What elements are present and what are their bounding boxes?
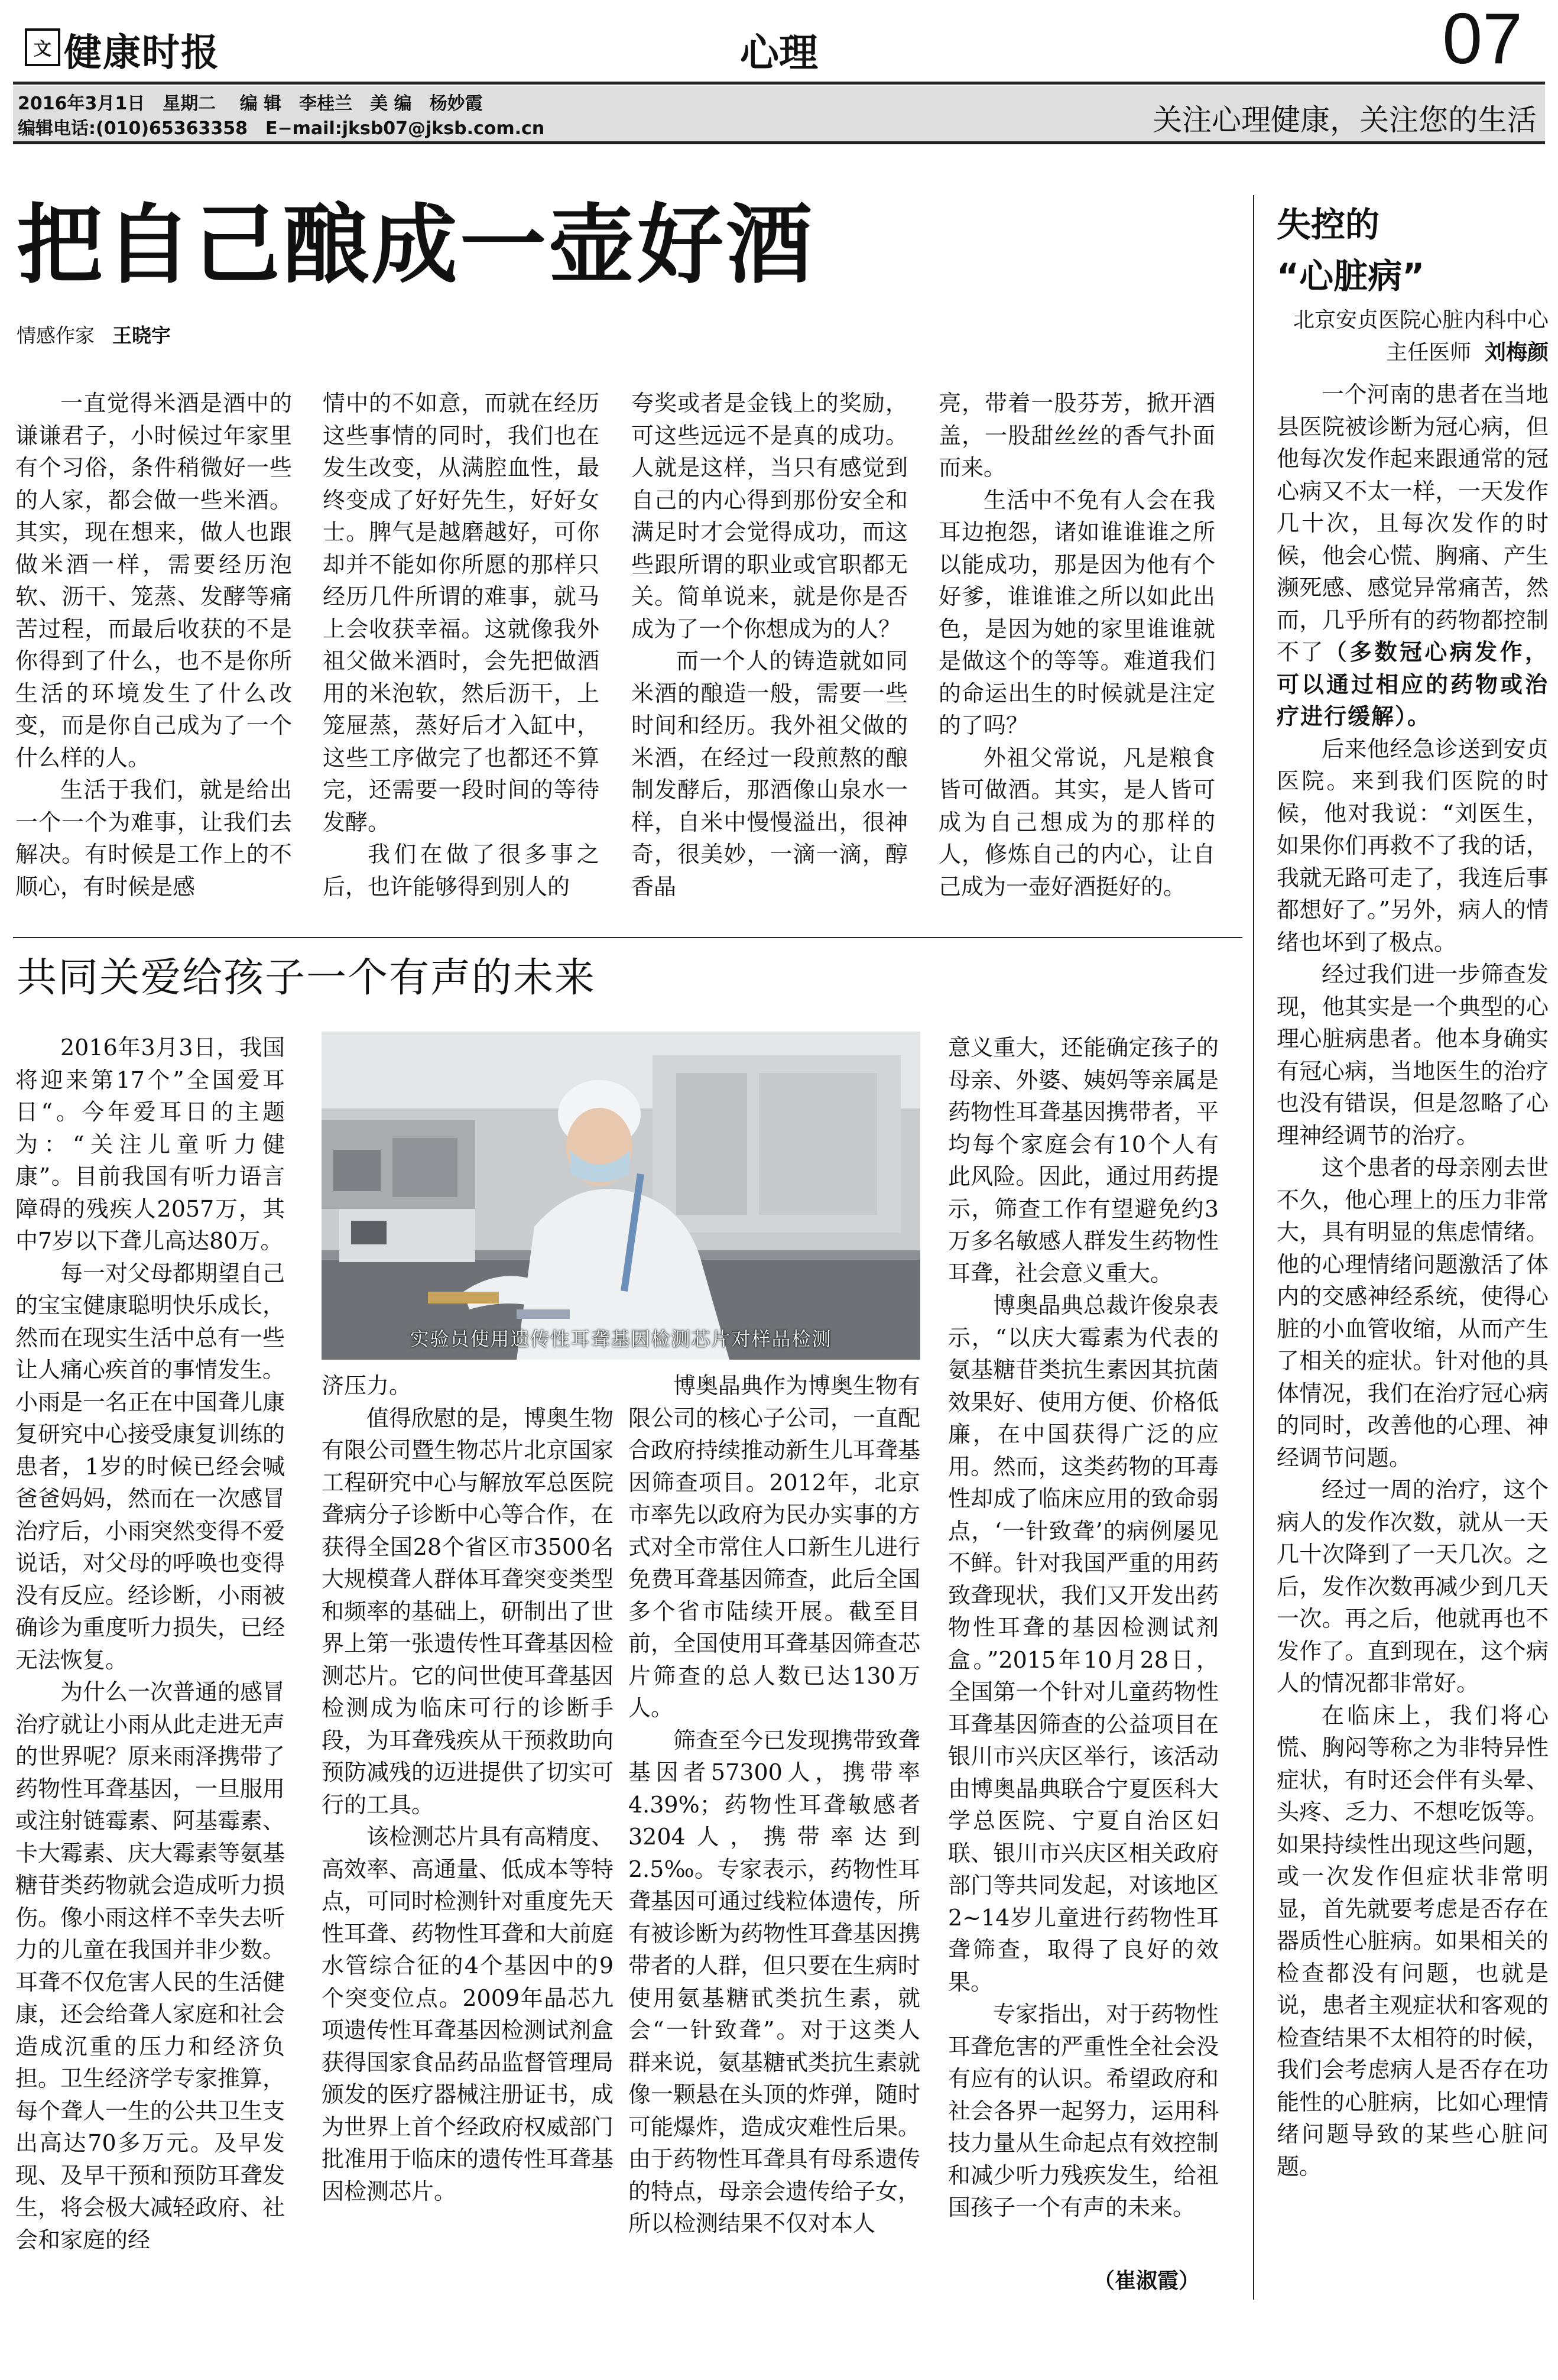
sidebar-column	[1277, 378, 1549, 2300]
paper-name: 健康时报	[64, 31, 220, 75]
article1-paragraph: 我们在做了很多事之后，也许能够得到别人的	[323, 841, 599, 900]
lab-photo-illustration	[322, 1032, 920, 1360]
lab-photo	[322, 1032, 920, 1360]
masthead-rule-top	[13, 82, 1545, 85]
article2-column-3	[628, 1370, 920, 2292]
sidebar-author-name: 刘梅颜	[1484, 340, 1549, 365]
article1-column-3	[631, 387, 908, 934]
page-slogan: 关注心理健康，关注您的生活	[1153, 103, 1537, 137]
article1-paragraph: 情中的不如意，而就在经历这些事情的同时，我们也在发生改变，从满腔血性，最终变成了好好先生，好好女士。脾气是越磨越好，可你却并不能如你所愿的那样只经历几件所谓的难事，就马上会收获幸福。这就像我外祖父做米酒时，会先把做酒用的米泡软，然后沥干，上笼屉蒸，蒸好后才入缸中，这些工序做完了也都还不算完，还需要一段时间的等待发酵。	[323, 390, 599, 835]
article2-column-4	[948, 1032, 1219, 2291]
sidebar-author	[1277, 304, 1549, 369]
article2-paragraph: 专家指出，对于药物性耳聋危害的严重性全社会没有应有的认识。希望政府和社会各界一起努力，运用科技力量从生命起点有效控制和减少听力残疾发生，给祖国孩子一个有声的未来。	[948, 2001, 1219, 2220]
issue-date-editors: 2016年3月1日 星期二 编 辑 李桂兰 美 编 杨妙霞	[18, 93, 483, 114]
article1-byline	[17, 320, 171, 348]
sidebar-paragraph: 这个患者的母亲刚去世不久，他心理上的压力非常大，具有明显的焦虑情绪。他的心理情绪问题激活了体内的交感神经系统，使得心脏的小血管收缩，从而产生了相关的症状。针对他的具体情况，我们在治疗冠心病的同时，改善他的心理、神经调节问题。	[1277, 1155, 1549, 1471]
section-title: 心理	[740, 30, 818, 76]
article1-paragraph: 生活中不免有人会在我耳边抱怨，诸如谁谁谁之所以能成功，那是因为他有个好爹，谁谁谁之所以如此出色，是因为她的家里谁谁就是做这个的等等。难道我们的命运出生的时候就是注定的了吗？	[939, 487, 1215, 738]
sidebar-author-title: 北京安贞医院心脏内科中心主任医师	[1293, 308, 1549, 365]
photo-caption: 实验员使用遗传性耳聋基因检测芯片对样品检测	[410, 1328, 832, 1350]
article2-paragraph: 为什么一次普通的感冒治疗就让小雨从此走进无声的世界呢？原来雨泽携带了药物性耳聋基因，一旦服用或注射链霉素、阿基霉素、卡大霉素、庆大霉素等氨基糖苷类药物就会造成听力损伤。像小雨这样不幸失去听力的儿童在我国并非少数。耳聋不仅危害人民的生活健康，还会给聋人家庭和社会造成沉重的压力和经济负担。卫生经济学专家推算，每个聋人一生的公共卫生支出高达70多万元。及早发现、及早干预和预防耳聋发生，将会极大减轻政府、社会和家庭的经	[15, 1679, 285, 2253]
sidebar-paragraph: 经过一周的治疗，这个病人的发作次数，就从一天几十次降到了一天几次。之后，发作次数再减少到几天一次。再之后，他就再也不发作了。直到现在，这个病人的情况都非常好。	[1277, 1477, 1549, 1696]
article1-column-4	[939, 387, 1215, 934]
sidebar-title-line1: 失控的	[1277, 205, 1380, 245]
article2-signature: （崔淑霞）	[1093, 2269, 1200, 2293]
paper-logo-char: 文	[34, 39, 51, 60]
article1-byline-name: 王晓宇	[112, 324, 171, 347]
article1-paragraph: 而一个人的铸造就如同米酒的酿造一般，需要一些时间和经历。我外祖父做的米酒，在经过一段煎熬的酿制发酵后，那酒像山泉水一样，自米中慢慢溢出，很神奇，很美妙，一滴一滴，醇香晶	[631, 648, 908, 900]
sidebar-paragraph-text: 一个河南的患者在当地县医院被诊断为冠心病，但他每次发作起来跟通常的冠心病又不太一样，一天发作几十次，且每次发作的时候，他会心慌、胸痛、产生濒死感、感觉异常痛苦，然而，几乎所有的药物都控制不了	[1277, 381, 1549, 665]
article1-byline-role: 情感作家	[17, 324, 95, 347]
sidebar-paragraph-note: （多数冠心病发作，可以通过相应的药物或治疗进行缓解）。	[1277, 638, 1549, 729]
article1-column-1	[15, 387, 292, 934]
sidebar-paragraph: 经过我们进一步筛查发现，他其实是一个典型的心理心脏病患者。他本身确实有冠心病，当地医生的治疗也没有错误，但是忽略了心理神经调节的治疗。	[1277, 961, 1549, 1149]
article2-paragraph: 意义重大，还能确定孩子的母亲、外婆、姨妈等亲属是药物性耳聋基因携带者，平均每个家庭会有10个人有此风险。因此，通过用药提示，筛查工作有望避免约3万多名敏感人群发生药物性耳聋，社会意义重大。	[948, 1035, 1219, 1286]
sidebar-paragraph: 后来他经急诊送到安贞医院。来到我们医院的时候，他对我说：“刘医生，如果你们再救不了我的话，我就无路可走了，我连后事都想好了。”另外，病人的情绪也坏到了极点。	[1277, 735, 1549, 955]
article2-paragraph: 每一对父母都期望自己的宝宝健康聪明快乐成长，然而在现实生活中总有一些让人痛心疾首的事情发生。小雨是一名正在中国聋儿康复研究中心接受康复训练的患者，1岁的时候已经会喊爸爸妈妈，然而在一次感冒治疗后，小雨突然变得不爱说话，对父母的呼唤也变得没有反应。经诊断，小雨被确诊为重度听力损失，已经无法恢复。	[15, 1260, 285, 1673]
sidebar-paragraph	[1277, 378, 1549, 733]
article-divider	[13, 937, 1242, 938]
article2-paragraph: 济压力。	[322, 1373, 412, 1399]
sidebar-title-line2: “心脏病”	[1277, 256, 1425, 296]
article2-paragraph: 2016年3月3日，我国将迎来第17个”全国爱耳日“。今年爱耳日的主题为：“关注儿童听力健康”。目前我国有听力语言障碍的残疾人2057万，其中7岁以下聋儿高达80万。	[15, 1035, 285, 1254]
article1-paragraph: 夸奖或者是金钱上的奖励，可这些远远不是真的成功。人就是这样，当只有感觉到自己的内心得到那份安全和满足时才会觉得成功，而这些跟所谓的职业或官职都无关。简单说来，就是你是否成为了一个你想成为的人？	[631, 390, 908, 642]
page-number: 07	[1442, 0, 1523, 79]
article1-paragraph: 一直觉得米酒是酒中的谦谦君子，小时候过年家里有个习俗，条件稍微好一些的人家，都会做一些米酒。其实，现在想来，做人也跟做米酒一样，需要经历泡软、沥干、笼蒸、发酵等痛苦过程，而最后收获的不是你得到了什么，也不是你所生活的环境发生了什么改变，而是你自己成为了一个什么样的人。	[15, 390, 292, 771]
article2-column-2	[322, 1370, 614, 2292]
article1-title: 把自己酿成一壶好酒	[17, 194, 814, 296]
sidebar-paragraph: 在临床上，我们将心慌、胸闷等称之为非特异性症状，有时还会伴有头晕、头疼、乏力、不想吃饭等。如果持续性出现这些问题，或一次发作但症状非常明显，首先就要考虑是否存在器质性心脏病。如果相关的检查都没有问题，也就是说，患者主观症状和客观的检查结果不太相符的时候，我们会考虑病人是否存在功能性的心脏病，比如心理情绪问题导致的某些心脏问题。	[1277, 1702, 1549, 2180]
article2-paragraph: 博奥晶典作为博奥生物有限公司的核心子公司，一直配合政府持续推动新生儿耳聋基因筛查项目。2012年，北京市率先以政府为民办实事的方式对全市常住人口新生儿进行免费耳聋基因筛查，此后全国多个省市陆续开展。截至目前，全国使用耳聋基因筛查芯片筛查的总人数已达130万人。	[628, 1373, 920, 1721]
article1-paragraph: 外祖父常说，凡是粮食皆可做酒。其实，是人皆可成为自己想成为的那样的人，修炼自己的内心，让自己成为一壶好酒挺好的。	[939, 744, 1215, 900]
article2-column-1	[15, 1032, 285, 2291]
masthead-rule-bottom	[13, 141, 1545, 144]
article1-paragraph: 亮，带着一股芬芳，掀开酒盖，一股甜丝丝的香气扑面而来。	[939, 390, 1215, 481]
article2-paragraph: 该检测芯片具有高精度、高效率、高通量、低成本等特点，可同时检测针对重度先天性耳聋、药物性耳聋和大前庭水管综合征的4个基因中的9个突变位点。2009年晶芯九项遗传性耳聋基因检测试剂盒获得国家食品药品监督管理局颁发的医疗器械注册证书，成为世界上首个经政府权威部门批准用于临床的遗传性耳聋基因检测芯片。	[322, 1824, 614, 2204]
sidebar-divider	[1253, 195, 1254, 2300]
article2-paragraph: 博奥晶典总裁许俊泉表示，“以庆大霉素为代表的氨基糖苷类抗生素因其抗菌效果好、使用方便、价格低廉，在中国获得广泛的应用。然而，这类药物的耳毒性却成了临床应用的致命弱点，‘一针致聋’的病例屡见不鲜。针对我国严重的用药致聋现状，我们又开发出药物性耳聋的基因检测试剂盒。”2015年10月28日，全国第一个针对儿童药物性耳聋基因筛查的公益项目在银川市兴庆区举行，该活动由博奥晶典联合宁夏医科大学总医院、宁夏自治区妇联、银川市兴庆区相关政府部门等共同发起，对该地区2~14岁儿童进行药物性耳聋筛查，取得了良好的效果。	[948, 1292, 1219, 1995]
article1-column-2	[323, 387, 599, 934]
article2-paragraph: 筛查至今已发现携带致聋基因者57300人，携带率4.39%；药物性耳聋敏感者3204人，携带率达到2.5‰。专家表示，药物性耳聋基因可通过线粒体遗传，所有被诊断为药物性耳聋基因携带者的人群，但只要在生病时使用氨基糖甙类抗生素，就会“一针致聋”。对于这类人群来说，氨基糖甙类抗生素就像一颗悬在头顶的炸弹，随时可能爆炸，造成灾难性后果。由于药物性耳聋具有母系遗传的特点，母亲会遗传给子女，所以检测结果不仅对本人	[628, 1727, 920, 2236]
article2-paragraph: 值得欣慰的是，博奥生物有限公司暨生物芯片北京国家工程研究中心与解放军总医院聋病分子诊断中心等合作，在获得全国28个省区市3500名大规模聋人群体耳聋突变类型和频率的基础上，研制出了世界上第一张遗传性耳聋基因检测芯片。它的问世使耳聋基因检测成为临床可行的诊断手段，为耳聋残疾从干预救助向预防减残的迈进提供了切实可行的工具。	[322, 1405, 614, 1818]
editor-contact: 编辑电话:(010)65363358 E−mail:jksb07@jksb.com.cn	[18, 118, 545, 139]
article2-title: 共同关爱给孩子一个有声的未来	[17, 955, 596, 1001]
article1-paragraph: 生活于我们，就是给出一个一个为难事，让我们去解决。有时候是工作上的不顺心，有时候是感	[15, 777, 292, 900]
